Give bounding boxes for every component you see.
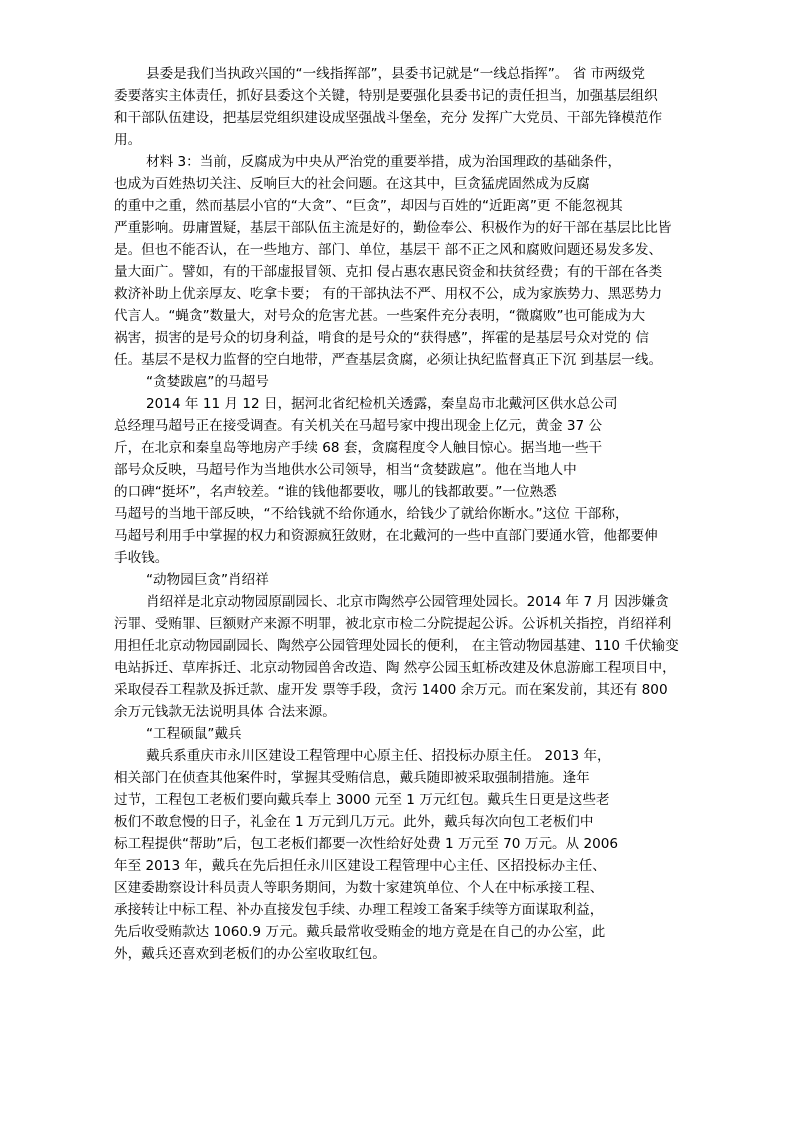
text-line: 用担任北京动物园副园长、陶然亭公园管理处园长的便利， 在主管动物园基建、110 千伏输变 xyxy=(114,638,679,654)
text-line: 承接转让中标工程、补办直接发包手续、办理工程竣工备案手续等方面谋取利益， xyxy=(114,902,604,918)
text-line: 的重中之重，然而基层小官的“大贪”、“巨贪”，却因与百姓的“近距离”更 不能忽视其 xyxy=(114,198,623,214)
text-line: 污罪、受贿罪、巨额财产来源不明罪，被北京市检二分院提起公诉。公诉机关指控，肖绍祥利 xyxy=(114,616,672,632)
section-heading: “动物园巨贪”肖绍祥 xyxy=(146,572,269,588)
text-line: 外，戴兵还喜欢到老板们的办公室收取红包。 xyxy=(114,946,386,962)
text-line: 和干部队伍建设，把基层党组织建设成坚强战斗堡垒，充分 发挥广大党员、干部先锋模范作 xyxy=(114,110,663,126)
text-line: 用。 xyxy=(114,132,142,148)
text-line: 救济补助上优亲厚友、吃拿卡要； 有的干部执法不严、用权不公，成为家族势力、黑恶势力 xyxy=(114,286,663,302)
text-line: 马超号利用手中掌握的权力和资源疯狂敛财，在北戴河的一些中直部门要通水管，他都要伸 xyxy=(114,528,658,544)
text-line: 部号众反映，马超号作为当地供水公司领导，相当“贪婪跋扈”。他在当地人中 xyxy=(114,462,577,478)
text-line: 区建委勘察设计科员责人等职务期间，为数十家建筑单位、个人在中标承接工程、 xyxy=(114,880,604,896)
text-line: 先后收受贿款达 1060.9 万元。戴兵最常收受贿金的地方竟是在自己的办公室，此 xyxy=(114,924,606,940)
text-line: 电站拆迁、草库拆迁、北京动物园兽舍改造、陶 然亭公园玉虹桥改建及休息游廊工程项目中， xyxy=(114,660,676,676)
text-line: 采取侵吞工程款及拆迁款、虚开发 票等手段，贪污 1400 余万元。而在案发前，其还有 800 xyxy=(114,682,668,698)
text-line: 板们不敢怠慢的日子，礼金在 1 万元到几万元。此外，戴兵每次向包工老板们中 xyxy=(114,814,594,830)
text-line: 委要落实主体责任，抓好县委这个关键，特别是要强化县委书记的责任担当，加强基层组织 xyxy=(114,88,658,104)
text-line: 手收钱。 xyxy=(114,550,169,566)
text-line: 任。基层不是权力监督的空白地带，严查基层贪腐，必须让执纪监督真正下沉 到基层一线。 xyxy=(114,352,663,368)
text-line: 县委是我们当执政兴国的“一线指挥部”，县委书记就是“一线总指挥”。 省 市两级党 xyxy=(146,66,645,82)
text-line: 是。但也不能否认，在一些地方、部门、单位，基层干 部不正之风和腐败问题还易发多发、 xyxy=(114,242,663,258)
text-line: 标工程提供“帮助”后，包工老板们都要一次性给好处费 1 万元至 70 万元。从 2006 xyxy=(114,836,619,852)
text-line: 代言人。“蝇贪”数量大，对号众的危害尤甚。一些案件充分表明，“微腐败”也可能成为大 xyxy=(114,308,646,324)
text-line: 相关部门在侦查其他案件时，掌握其受贿信息，戴兵随即被采取强制措施。逢年 xyxy=(114,770,590,786)
text-line: 2014 年 11 月 12 日，据河北省纪检机关透露，秦皇岛市北戴河区供水总公司 xyxy=(146,396,618,412)
text-line: 过节，工程包工老板们要向戴兵奉上 3000 元至 1 万元红包。戴兵生日更是这些老 xyxy=(114,792,610,808)
section-heading: “工程硕鼠”戴兵 xyxy=(146,726,242,742)
text-line: 肖绍祥是北京动物园原副园长、北京市陶然亭公园管理处园长。2014 年 7 月 因涉嫌贪 xyxy=(146,594,669,610)
text-line: 年至 2013 年，戴兵在先后担任永川区建设工程管理中心主任、区招投标办主任、 xyxy=(114,858,606,874)
section-heading: “贪婪跋扈”的马超号 xyxy=(146,374,269,390)
text-line: 的口碑“挺坏”，名声较差。“谁的钱他都要收，哪儿的钱都敢要。”一位熟悉 xyxy=(114,484,557,500)
text-line: 马超号的当地干部反映，“不给钱就不给你通水，给钱少了就给你断水。”这位 干部称， xyxy=(114,506,629,522)
text-line: 材料 3：当前，反腐成为中央从严治党的重要举措，成为治国理政的基础条件， xyxy=(146,154,622,170)
text-line: 也成为百姓热切关注、反响巨大的社会问题。在这其中，巨贪猛虎固然成为反腐 xyxy=(114,176,590,192)
text-line: 余万元钱款无法说明具体 合法来源。 xyxy=(114,704,336,720)
text-line: 总经理马超号正在接受调查。有关机关在马超号家中搜出现金上亿元，黄金 37 公 xyxy=(114,418,603,434)
text-line: 斤，在北京和秦皇岛等地房产手续 68 套，贪腐程度令人触目惊心。据当地一些干 xyxy=(114,440,603,456)
text-line: 祸害，损害的是号众的切身利益，啃食的是号众的“获得感”，挥霍的是基层号众对党的 信 xyxy=(114,330,649,346)
text-line: 戴兵系重庆市永川区建设工程管理中心原主任、招投标办原主任。 2013 年， xyxy=(146,748,611,764)
text-line: 量大面广。譬如，有的干部虚报冒领、克扣 侵占惠农惠民资金和扶贫经费；有的干部在各类 xyxy=(114,264,663,280)
text-line: 严重影响。毋庸置疑，基层干部队伍主流是好的，勤俭奉公、积极作为的好干部在基层比比皆 xyxy=(114,220,672,236)
